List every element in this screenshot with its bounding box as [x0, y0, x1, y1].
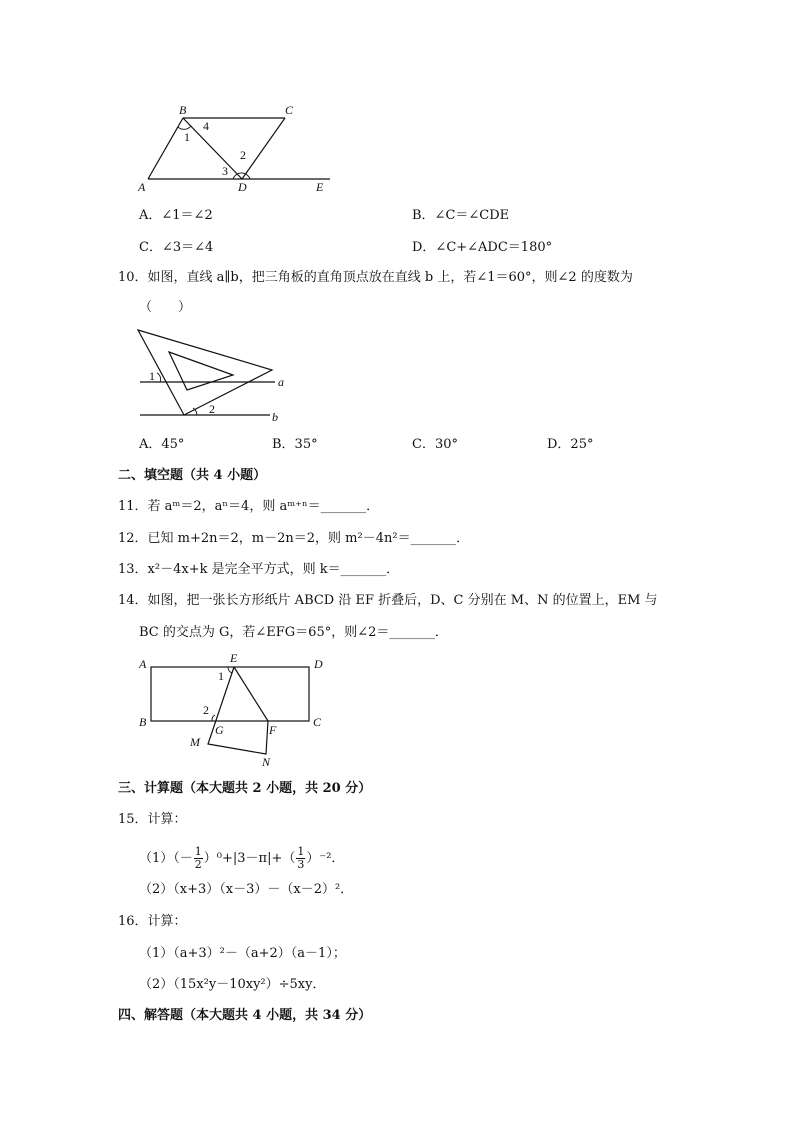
q15-part1-middle: ）⁰+|3－π|+（ [203, 851, 296, 866]
q15-title: 15．计算： [118, 812, 187, 827]
label-N: N [262, 755, 271, 769]
q15-part2: （2）（x+3）（x－3）－（x－2）²． [139, 882, 354, 897]
angle-arc-b [178, 126, 191, 129]
fraction-numerator: 1 [297, 845, 305, 858]
fraction-numerator: 1 [194, 845, 202, 858]
label-angle-3: 3 [222, 164, 228, 178]
q9-figure [135, 100, 340, 196]
fraction-one-half [194, 846, 203, 871]
q11: 11．若 aᵐ＝2，aⁿ＝4，则 aᵐ⁺ⁿ＝_______． [118, 499, 380, 514]
q10-option-c: C．30° [412, 437, 458, 452]
label-A: A [138, 180, 146, 194]
q9-option-b: B．∠C＝∠CDE [412, 208, 510, 223]
q16-part1: （1）（a+3）²－（a+2）（a－1）； [139, 946, 346, 961]
triangle-board-inner [169, 352, 233, 390]
fraction-one-third [296, 846, 305, 871]
label-a: a [278, 375, 284, 389]
q10-option-a: A．45° [139, 437, 185, 452]
label-F: F [269, 723, 277, 737]
q14-figure [135, 650, 335, 770]
label-b: b [272, 410, 278, 424]
label-angle-1: 1 [184, 130, 190, 144]
section-heading-fill-blank: 二、填空题（共 4 小题） [118, 468, 267, 483]
section-heading-solution: 四、解答题（本大题共 4 小题，共 34 分） [118, 1008, 372, 1023]
angle-arc-1 [157, 373, 161, 382]
label-C: C [313, 715, 322, 729]
label-M: M [190, 735, 200, 749]
angle-arc-2 [212, 715, 215, 721]
label-E: E [316, 180, 324, 194]
label-angle-2: 2 [240, 148, 246, 162]
q13: 13．x²－4x+k 是完全平方式，则 k＝_______． [118, 562, 400, 577]
q15-part1 [139, 846, 344, 871]
q16-part2: （2）（15x²y－10xy²）÷5xy． [139, 977, 326, 992]
section-heading-calculation: 三、计算题（本大题共 2 小题，共 20 分） [118, 781, 372, 796]
q10-option-d: D．25° [547, 437, 594, 452]
fraction-denominator: 3 [297, 858, 305, 871]
q9-option-d: D．∠C+∠ADC＝180° [412, 240, 553, 255]
q14-line1: 14．如图，把一张长方形纸片 ABCD 沿 EF 折叠后，D、C 分别在 M、N 的位置上，EM 与 [118, 593, 658, 608]
label-D: D [314, 657, 323, 671]
label-D: D [238, 180, 247, 194]
q14-line2: BC 的交点为 G，若∠EFG＝65°，则∠2＝_______． [139, 625, 448, 640]
rectangle-abcd [151, 667, 309, 721]
triangle-board-outer [138, 330, 272, 415]
label-angle-2: 2 [203, 703, 209, 717]
segment-bd [183, 118, 242, 179]
q15-part1-suffix: ）⁻²． [306, 851, 345, 866]
q10-stem: 10．如图，直线 a∥b，把三角板的直角顶点放在直线 b 上，若∠1＝60°，则∠2 的度数为 [118, 270, 633, 285]
q15-part1-prefix: （1）（－ [139, 851, 193, 866]
segment-ef [234, 667, 268, 721]
q12: 12．已知 m+2n＝2，m－2n＝2，则 m²－4n²＝_______． [118, 531, 470, 546]
segment-ab [148, 118, 183, 179]
folded-part-emnf [208, 667, 268, 754]
q16-title: 16．计算： [118, 914, 187, 929]
label-B: B [139, 715, 147, 729]
label-A: A [139, 657, 147, 671]
label-C: C [285, 103, 294, 117]
q10-option-b: B．35° [272, 437, 318, 452]
angle-arc-1 [228, 667, 232, 673]
q10-figure [135, 325, 295, 425]
fraction-denominator: 2 [194, 858, 202, 871]
q9-option-a: A．∠1＝∠2 [139, 208, 213, 223]
label-angle-1: 1 [149, 369, 155, 383]
label-angle-1: 1 [218, 669, 224, 683]
segment-cd [242, 118, 285, 179]
label-G: G [215, 723, 224, 737]
q10-paren: （ ） [139, 300, 192, 315]
q9-option-c: C．∠3＝∠4 [139, 240, 214, 255]
label-angle-2: 2 [209, 402, 215, 416]
label-E: E [230, 651, 238, 665]
label-B: B [179, 103, 187, 117]
label-angle-4: 4 [203, 119, 209, 133]
